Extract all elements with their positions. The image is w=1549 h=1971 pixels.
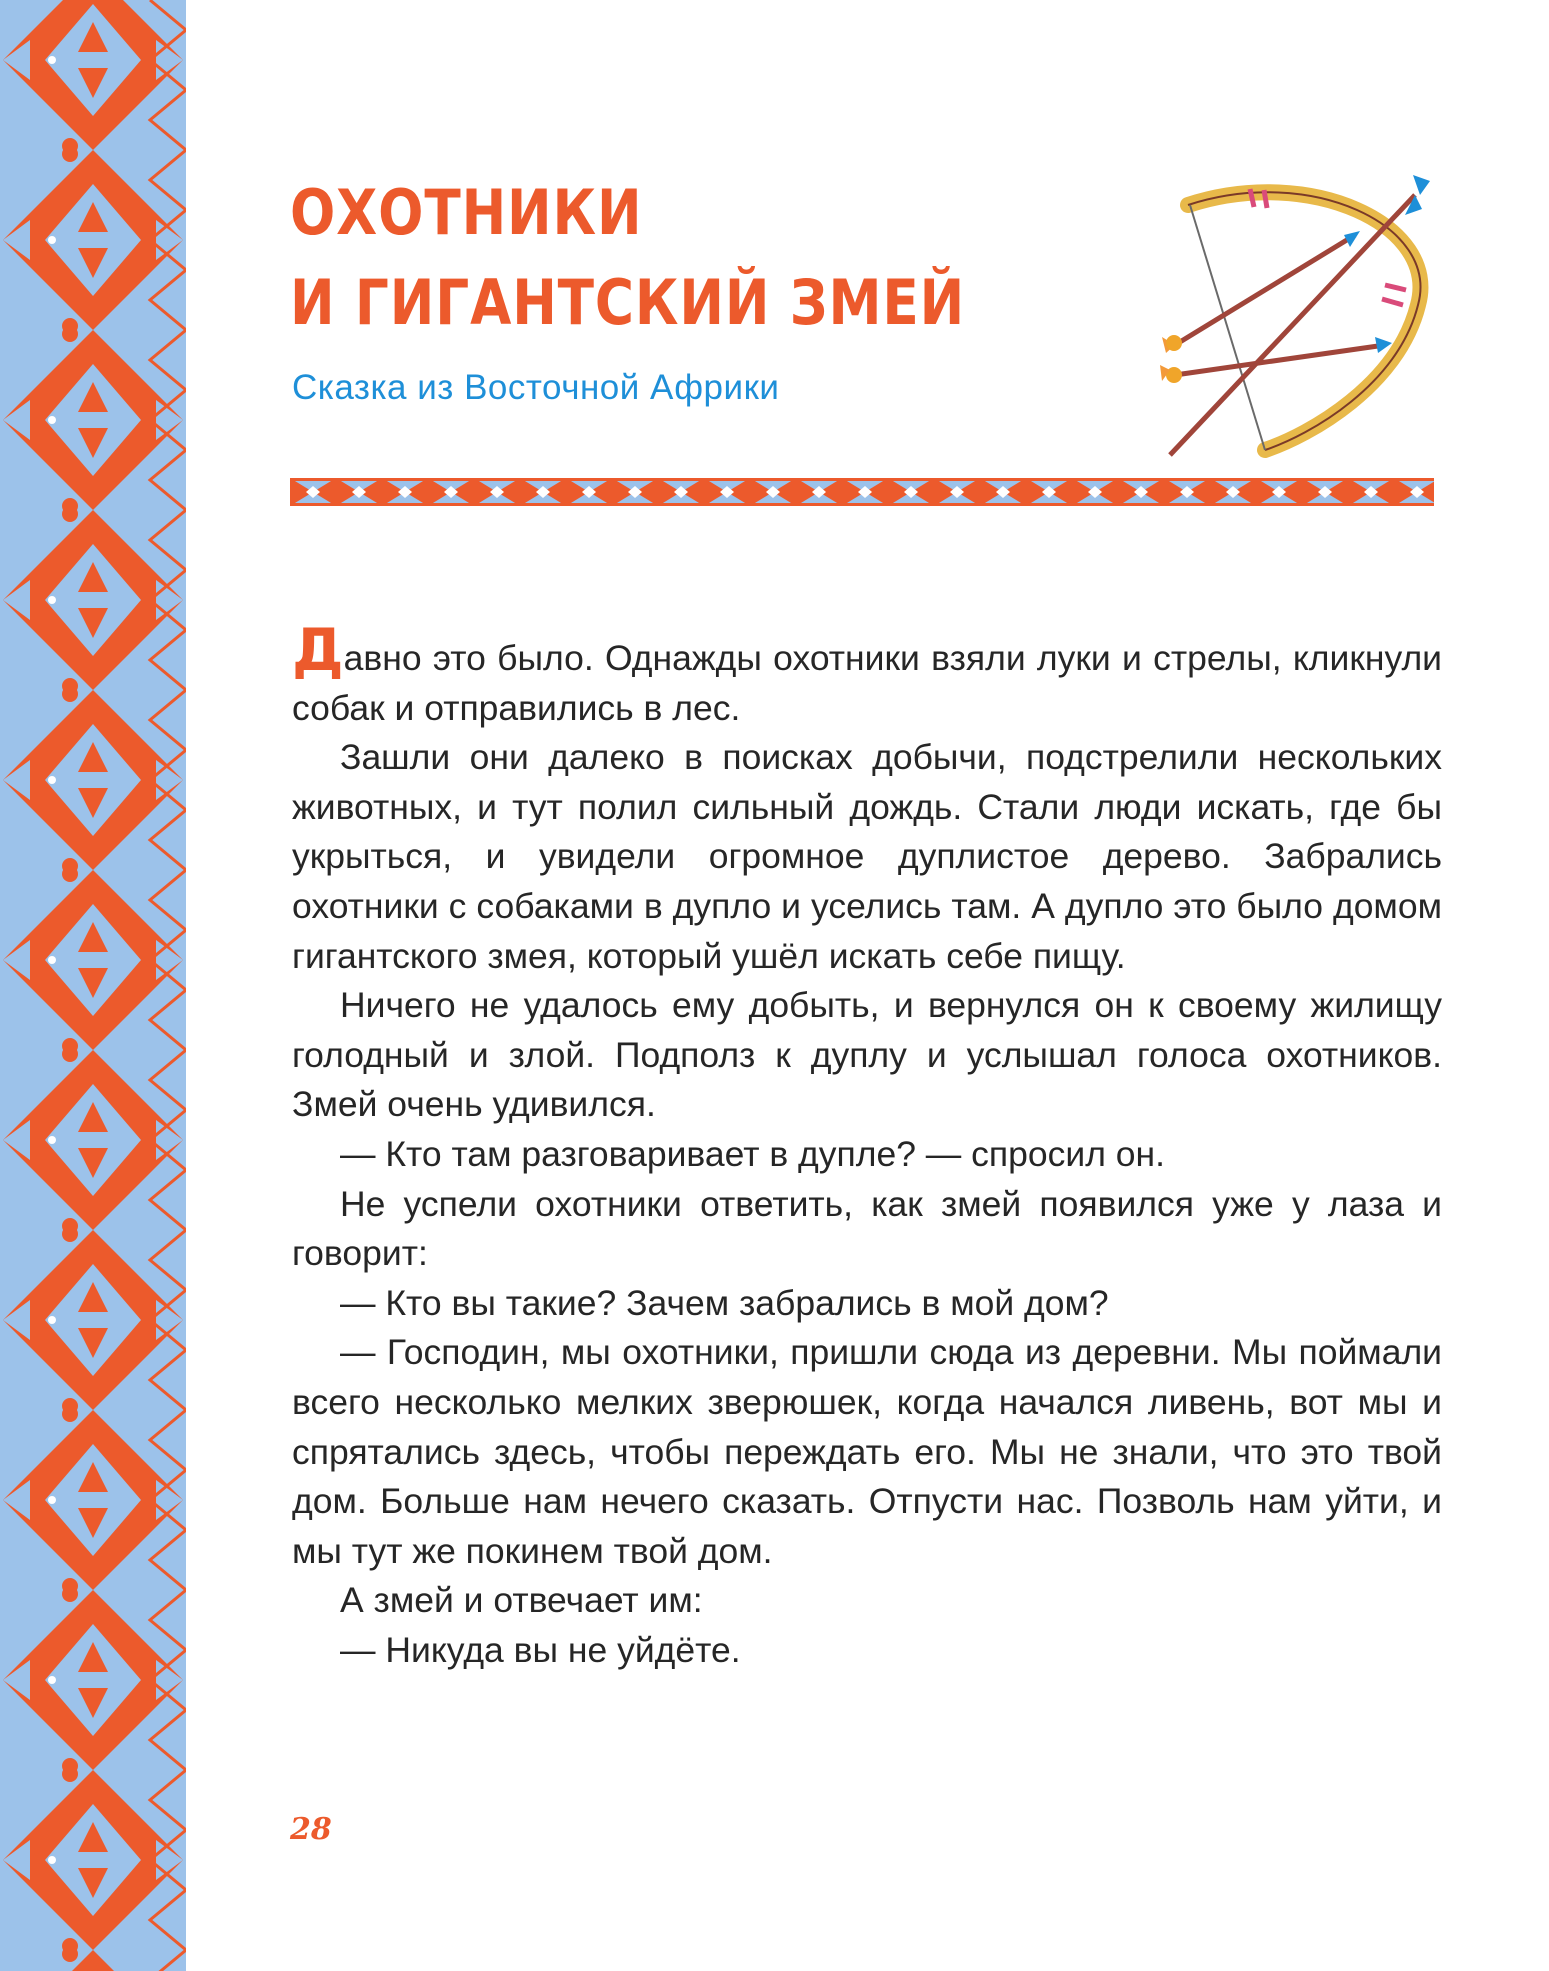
story-title (290, 168, 965, 348)
dialog-line: — Господин, мы охотники, пришли сюда из деревни. Мы поймали всего несколько мелких зверюшек, когда начался ливень, вот мы и спрятались здесь, чтобы переждать его. Мы не знали, что это твой дом. Больше нам нечего сказать. Отпусти нас. Позволь нам уйти, и мы тут же покинем твой дом. (292, 1332, 1442, 1571)
title-line-2: И ГИГАНТСКИЙ ЗМЕЙ (290, 266, 966, 339)
paragraph: А змей и отвечает им: (340, 1580, 703, 1621)
page-number: 28 (290, 1812, 332, 1847)
story-body (292, 616, 1442, 1675)
paragraph-text: авно это было. Однажды охотники взяли луки и стрелы, кликнули собак и отправились в лес. (292, 638, 1442, 728)
ornament-pattern-icon (0, 0, 186, 1971)
dialog-line: — Кто там разговаривает в дупле? — спросил он. (340, 1133, 1165, 1174)
paragraph (292, 616, 1442, 733)
paragraph: Ничего не удалось ему добыть, и вернулся он к своему жилищу голодный и злой. Подполз к дуплу и услышал голоса охотников. Змей очень удивился. (292, 985, 1442, 1125)
bow-and-arrows-icon (1160, 165, 1445, 465)
drop-cap: Д (292, 616, 344, 684)
title-line-1: ОХОТНИКИ (290, 176, 643, 249)
dialog-line: — Кто вы такие? Зачем забрались в мой дом? (340, 1282, 1109, 1323)
ornamental-divider (290, 478, 1434, 506)
dialog-line: — Никуда вы не уйдёте. (340, 1629, 741, 1670)
paragraph: Зашли они далеко в поисках добычи, подстрелили нескольких животных, и тут полил сильный дождь. Стали люди искать, где бы укрыться, и увидели огромное дуплистое дерево. Забрались охотники с собаками в дупло и уселись там. А дупло это было домом гигантского змея, который ушёл искать себе пищу. (292, 737, 1442, 976)
ornamental-left-border (0, 0, 186, 1971)
paragraph: Не успели охотники ответить, как змей появился уже у лаза и говорит: (292, 1183, 1442, 1274)
story-subtitle: Сказка из Восточной Африки (292, 368, 780, 407)
